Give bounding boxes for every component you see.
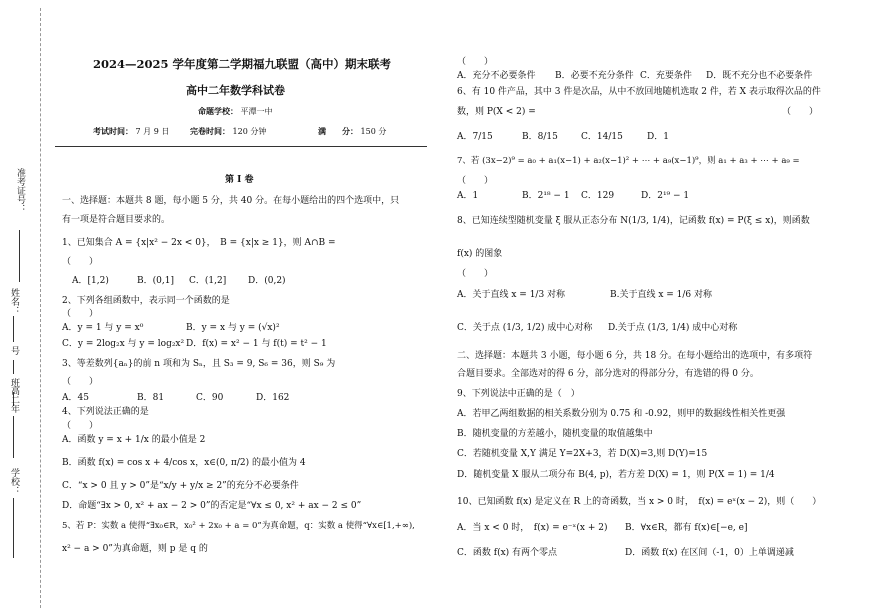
question-9-option-b: B．随机变量的方差越小，随机变量的取值越集中 xyxy=(457,429,653,439)
school-info xyxy=(198,106,273,117)
question-10-option-a: A．当 x < 0 时， f(x) = e⁻ˣ(x + 2) xyxy=(457,523,608,533)
question-8-paren: （ ） xyxy=(457,269,494,279)
exam-subtitle: 高中二年数学科试卷 xyxy=(186,84,285,97)
question-2-option-c: C．y = 2log₂x 与 y = log₂x² xyxy=(62,339,185,349)
class-number-blank xyxy=(13,360,14,374)
question-3-option-a: A．45 xyxy=(62,393,89,403)
exam-time-value: 7 月 9 日 xyxy=(135,127,170,136)
section2-instructions-line1: 二、选择题：本题共 3 小题，每小题 6 分，共 18 分。在每小题给出的选项中，有多项符 xyxy=(457,351,813,361)
exam-score xyxy=(318,126,386,137)
exam-time xyxy=(93,126,169,137)
question-6-option-a: A．7/15 xyxy=(457,132,493,142)
question-9-option-a: A．若甲乙两组数据的相关系数分别为 0.75 和 -0.92，则甲的数据线性相关性更强 xyxy=(457,409,786,419)
question-8-option-b: B.关于直线 x = 1/6 对称 xyxy=(610,290,713,300)
question-10-option-d: D．函数 f(x) 在区间（-1，0）上单调递减 xyxy=(625,548,794,558)
question-7-option-c: C．129 xyxy=(581,191,615,201)
exam-duration-value: 120 分钟 xyxy=(232,127,267,136)
question-7: 7、若 (3x−2)⁹ = a₀ + a₁(x−1) + a₂(x−1)² + ⋯ + a₉(x−1)⁹，则 a₁ + a₃ + ⋯ + a₉ = xyxy=(457,156,800,166)
question-5-paren: （ ） xyxy=(457,57,494,67)
question-7-option-a: A．1 xyxy=(457,191,479,201)
question-6-option-d: D．1 xyxy=(647,132,669,142)
question-6-paren: （ ） xyxy=(782,107,819,117)
question-2-paren: （ ） xyxy=(62,309,99,319)
school-blank xyxy=(13,498,14,558)
name-blank xyxy=(13,316,14,342)
question-4-option-b: B．函数 f(x) = cos x + 4/cos x，x∈(0, π/2) 的最小值为 4 xyxy=(62,458,306,468)
question-6-line1: 6、有 10 件产品，其中 3 件是次品，从中不放回地随机选取 2 件，若 X 表示取得次品的件 xyxy=(457,87,821,97)
question-8-line2: f(x) 的图象 xyxy=(457,249,503,259)
grade-blank xyxy=(13,416,14,458)
school-info-label: 命题学校： xyxy=(198,106,238,116)
exam-duration xyxy=(190,126,266,137)
question-7-paren: （ ） xyxy=(457,176,494,186)
question-1-paren: （ ） xyxy=(62,257,99,267)
question-7-option-b: B．2¹⁸ − 1 xyxy=(522,191,570,201)
question-5-option-a: A．充分不必要条件 xyxy=(457,71,536,81)
class-label: 班 xyxy=(9,378,19,387)
question-3-option-d: D．162 xyxy=(256,393,290,403)
question-10: 10、已知函数 f(x) 是定义在 R 上的奇函数，当 x > 0 时， f(x) = eˣ(x − 2)，则（ ） xyxy=(457,497,822,507)
school-info-value: 平潭一中 xyxy=(240,107,273,116)
question-5-option-c: C．充要条件 xyxy=(640,71,692,81)
question-6-option-c: C．14/15 xyxy=(581,132,623,142)
question-6-option-b: B．8/15 xyxy=(522,132,558,142)
question-3-paren: （ ） xyxy=(62,377,99,387)
binding-line xyxy=(40,8,41,608)
exam-title: 2024—2025 学年度第二学期福九联盟（高中）期末联考 xyxy=(93,57,392,71)
question-2-option-b: B．y = x 与 y = (√x)² xyxy=(186,323,280,333)
section2-instructions-line2: 合题目要求。全部选对的得 6 分，部分选对的得部分分，有选错的得 0 分。 xyxy=(457,369,759,379)
question-7-option-d: D．2¹⁹ − 1 xyxy=(641,191,690,201)
grade-label: 高二年 xyxy=(9,386,19,413)
exam-score-label: 满 分： xyxy=(318,126,358,136)
question-5-option-d: D．既不充分也不必要条件 xyxy=(706,71,813,81)
question-4-option-a: A．函数 y = x + 1/x 的最小值是 2 xyxy=(62,435,206,445)
exam-duration-label: 完卷时间： xyxy=(190,126,230,136)
question-5-line1: 5、若 P：实数 a 使得“∃x₀∈R，x₀² + 2x₀ + a = 0”为真命题，q：实数 a 使得“∀x∈[1,+∞), xyxy=(62,521,415,531)
question-1-option-c: C．(1,2] xyxy=(189,276,227,286)
question-1: 1、已知集合 A = {x|x² − 2x < 0}， B = {x|x ≥ 1}，则 A∩B = xyxy=(62,238,336,248)
question-4-option-c: C．“x > 0 且 y > 0”是“x/y + y/x ≥ 2”的充分不必要条件 xyxy=(62,481,299,491)
question-3: 3、等差数列{aₙ}的前 n 项和为 Sₙ，且 S₃ = 9, S₆ = 36，则 S₉ 为 xyxy=(62,359,336,369)
question-9: 9、下列说法中正确的是（ ） xyxy=(457,389,580,399)
question-4-paren: （ ） xyxy=(62,421,99,431)
class-number-label: 号 xyxy=(9,346,19,355)
exam-score-value: 150 分 xyxy=(360,127,387,136)
school-label: 学校： xyxy=(9,468,19,495)
question-1-option-d: D．(0,2) xyxy=(248,276,286,286)
question-8-option-a: A．关于直线 x = 1/3 对称 xyxy=(457,290,566,300)
exam-number-blank xyxy=(19,230,20,282)
exam-time-label: 考试时间： xyxy=(93,126,133,136)
question-9-option-d: D．随机变量 X 服从二项分布 B(4, p)，若方差 D(X) = 1，则 P(X = 1) = 1/4 xyxy=(457,470,775,480)
question-8-option-d: D.关于点 (1/3, 1/4) 成中心对称 xyxy=(608,323,738,333)
question-10-option-b: B．∀x∈R，都有 f(x)∈[−e, e] xyxy=(625,523,748,533)
question-4: 4、下列说法正确的是 xyxy=(62,407,149,417)
question-2: 2、下列各组函数中，表示同一个函数的是 xyxy=(62,296,230,306)
question-8-line1: 8、已知连续型随机变量 ξ 服从正态分布 N(1/3, 1/4)，记函数 f(x) = P(ξ ≤ x)，则函数 xyxy=(457,216,810,226)
question-9-option-c: C．若随机变量 X,Y 满足 Y=2X+3，若 D(X)=3,则 D(Y)=15 xyxy=(457,449,708,459)
exam-number-label: 准考证号： xyxy=(15,168,25,213)
question-3-option-c: C．90 xyxy=(196,393,224,403)
question-2-option-d: D．f(x) = x² − 1 与 f(t) = t² − 1 xyxy=(186,339,327,349)
question-8-option-c: C．关于点 (1/3, 1/2) 成中心对称 xyxy=(457,323,593,333)
question-5-line2: x² − a > 0”为真命题，则 p 是 q 的 xyxy=(62,544,208,554)
section1-instructions-line2: 有一项是符合题目要求的。 xyxy=(62,215,171,225)
name-label: 姓名： xyxy=(9,288,19,315)
question-4-option-d: D．命题“∃x > 0, x² + ax − 2 > 0”的否定是“∀x ≤ 0, x² + ax − 2 ≤ 0” xyxy=(62,501,362,511)
header-rule xyxy=(55,146,427,147)
volume-title: 第 I 卷 xyxy=(225,175,254,185)
question-1-option-a: A．[1,2) xyxy=(72,276,109,286)
section1-instructions-line1: 一、选择题：本题共 8 题，每小题 5 分，共 40 分。在每小题给出的四个选项中，只 xyxy=(62,196,400,206)
question-10-option-c: C．函数 f(x) 有两个零点 xyxy=(457,548,558,558)
question-3-option-b: B．81 xyxy=(137,393,165,403)
question-6-line2: 数，则 P(X < 2) = xyxy=(457,107,536,117)
question-1-option-b: B．(0,1] xyxy=(137,276,174,286)
question-2-option-a: A．y = 1 与 y = x⁰ xyxy=(62,323,144,333)
question-5-option-b: B．必要不充分条件 xyxy=(555,71,634,81)
